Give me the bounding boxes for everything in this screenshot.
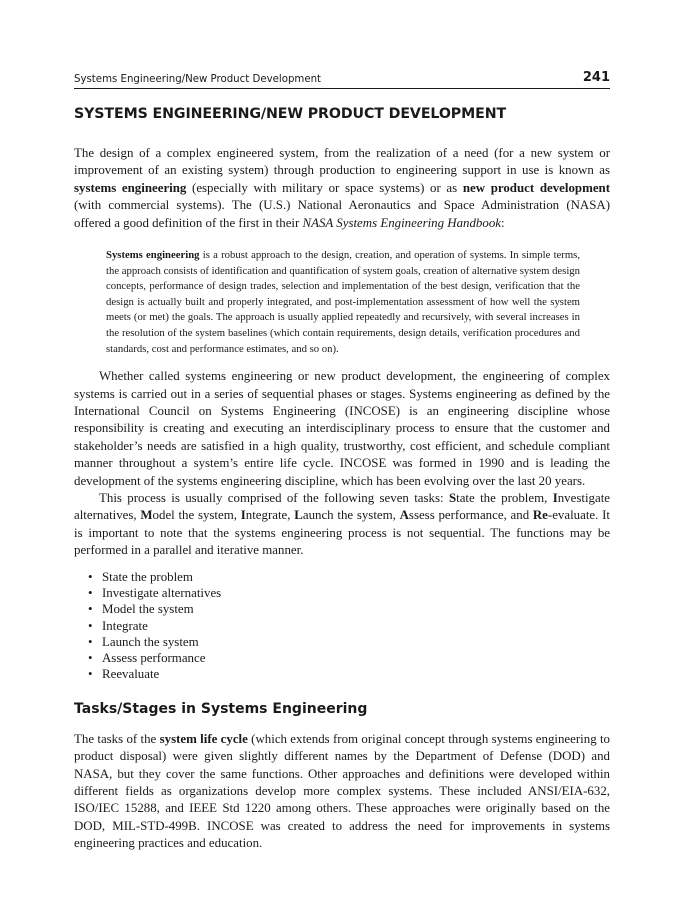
handbook-title: NASA Systems Engineering Handbook xyxy=(302,215,501,230)
bullet-icon: • xyxy=(88,569,93,584)
subsection-title: Tasks/Stages in Systems Engineering xyxy=(74,700,368,717)
task-initial: I xyxy=(240,508,246,523)
task-rest: nvestigate alternatives, xyxy=(74,491,610,523)
intro-text-1: The design of a complex engineered system, from the realization of a need (for a new system or improvement of an existing system) through production to engineering support in use is known as xyxy=(74,146,610,178)
intro-text-2: (especially with military or space systems) or as xyxy=(186,180,463,195)
bullet-icon: • xyxy=(88,667,93,682)
term-systems-engineering: systems engineering xyxy=(74,180,187,195)
list-item xyxy=(88,601,610,617)
quote-text: is a robust approach to the design, creation, and operation of systems. In simple terms, the approach consists of identification and quantification of system goals, creation of alternative system design concepts, performance of design trades, selection and implementation of the best design, verification that the design is actually built and properly integrated, and post-implementation assessment of how well the system meets (or met) the goals. The approach is usually applied repeatedly and recursively, with several increases in the resolution of the system baselines (which contain requirements, design details, verification procedures and standards, cost and performance estimates, and so on). xyxy=(106,249,580,355)
section-title: SYSTEMS ENGINEERING/NEW PRODUCT DEVELOPMENT xyxy=(74,106,507,122)
bullet-icon: • xyxy=(88,634,93,649)
block-quote xyxy=(106,248,580,357)
list-item-text: Reevaluate xyxy=(102,667,160,682)
intro-text-3: (with commercial systems). The (U.S.) National Aeronautics and Space Administration (NASA) offered a good definition of the first in their xyxy=(74,198,610,230)
list-item xyxy=(88,618,610,634)
bullet-icon: • xyxy=(88,602,93,617)
bullet-icon: • xyxy=(88,585,93,600)
task-rest: aunch the system, xyxy=(302,508,400,523)
list-item-text: Launch the system xyxy=(102,634,199,649)
list-item xyxy=(88,634,610,650)
bullet-icon: • xyxy=(88,651,93,666)
running-header xyxy=(74,70,610,89)
intro-paragraph xyxy=(74,145,610,232)
list-item-text: Assess performance xyxy=(102,651,206,666)
task-rest: odel the system, xyxy=(152,508,241,523)
paragraph-incose: Whether called systems engineering or new product development, the engineering of complex systems is carried out in a series of sequential phases or stages. Systems engineering as defined by the International Council on Systems Engineering (INCOSE) is an engineering discipline whose responsibility is creating and executing an interdisciplinary process to ensure that the customer and stakeholder’s needs are satisfied in a high quality, trustworthy, cost efficient, and schedule compliant manner throughout a system’s entire life cycle. INCOSE was formed in 1990 and is leading the development of the systems engineering discipline, which has been evolving over the last 20 years. xyxy=(74,369,610,488)
paragraph-seven-tasks xyxy=(74,490,610,560)
list-item xyxy=(88,569,610,585)
paragraph-life-cycle xyxy=(74,731,610,853)
list-item xyxy=(88,666,610,682)
task-initial: L xyxy=(294,508,303,523)
term-new-product-development: new product development xyxy=(462,180,610,195)
task-initial: Re xyxy=(532,508,548,523)
task-initial: I xyxy=(552,491,558,506)
list-item-text: Integrate xyxy=(102,618,148,633)
task-initial: M xyxy=(140,508,153,523)
list-item xyxy=(88,585,610,601)
task-initial: S xyxy=(448,491,457,506)
bullet-icon: • xyxy=(88,618,93,633)
task-list xyxy=(74,569,610,683)
task-rest: ntegrate, xyxy=(245,508,295,523)
task-initial: A xyxy=(399,508,409,523)
list-item-text: Investigate alternatives xyxy=(102,585,222,600)
task-rest: -evaluate. xyxy=(547,508,599,523)
list-item-text: Model the system xyxy=(102,602,194,617)
lifecycle-text-2: (which extends from original concept through systems engineering to product disposal) were given slightly different names by the Department of Defense (DOD) and NASA, but they cover the same functions. Other approaches and definitions were developed within different fields as organizations develop more complex systems. These included ANSI/EIA-632, ISO/IEC 15288, and IEEE Std 1220 among others. These approaches were originally based on the DOD, MIL-STD-499B. INCOSE was created to address the need for improvements in systems engineering practices and education. xyxy=(74,731,610,851)
page-number: 241 xyxy=(582,70,610,85)
lifecycle-text-1: The tasks of the xyxy=(74,731,160,746)
list-item xyxy=(88,650,610,666)
tasks-closing: It is important to note that the systems engineering process is not sequential. The functions may be performed in a parallel and iterative manner. xyxy=(74,508,610,558)
book-page xyxy=(74,70,610,853)
term-system-life-cycle: system life cycle xyxy=(159,731,248,746)
tasks-intro: This process is usually comprised of the following seven tasks: xyxy=(99,491,449,506)
intro-text-4: : xyxy=(500,215,505,230)
task-rest: ssess performance, and xyxy=(408,508,533,523)
running-title: Systems Engineering/New Product Development xyxy=(74,74,322,85)
list-item-text: State the problem xyxy=(102,569,193,584)
task-rest: tate the problem, xyxy=(456,491,553,506)
quote-term: Systems engineering xyxy=(106,249,200,262)
